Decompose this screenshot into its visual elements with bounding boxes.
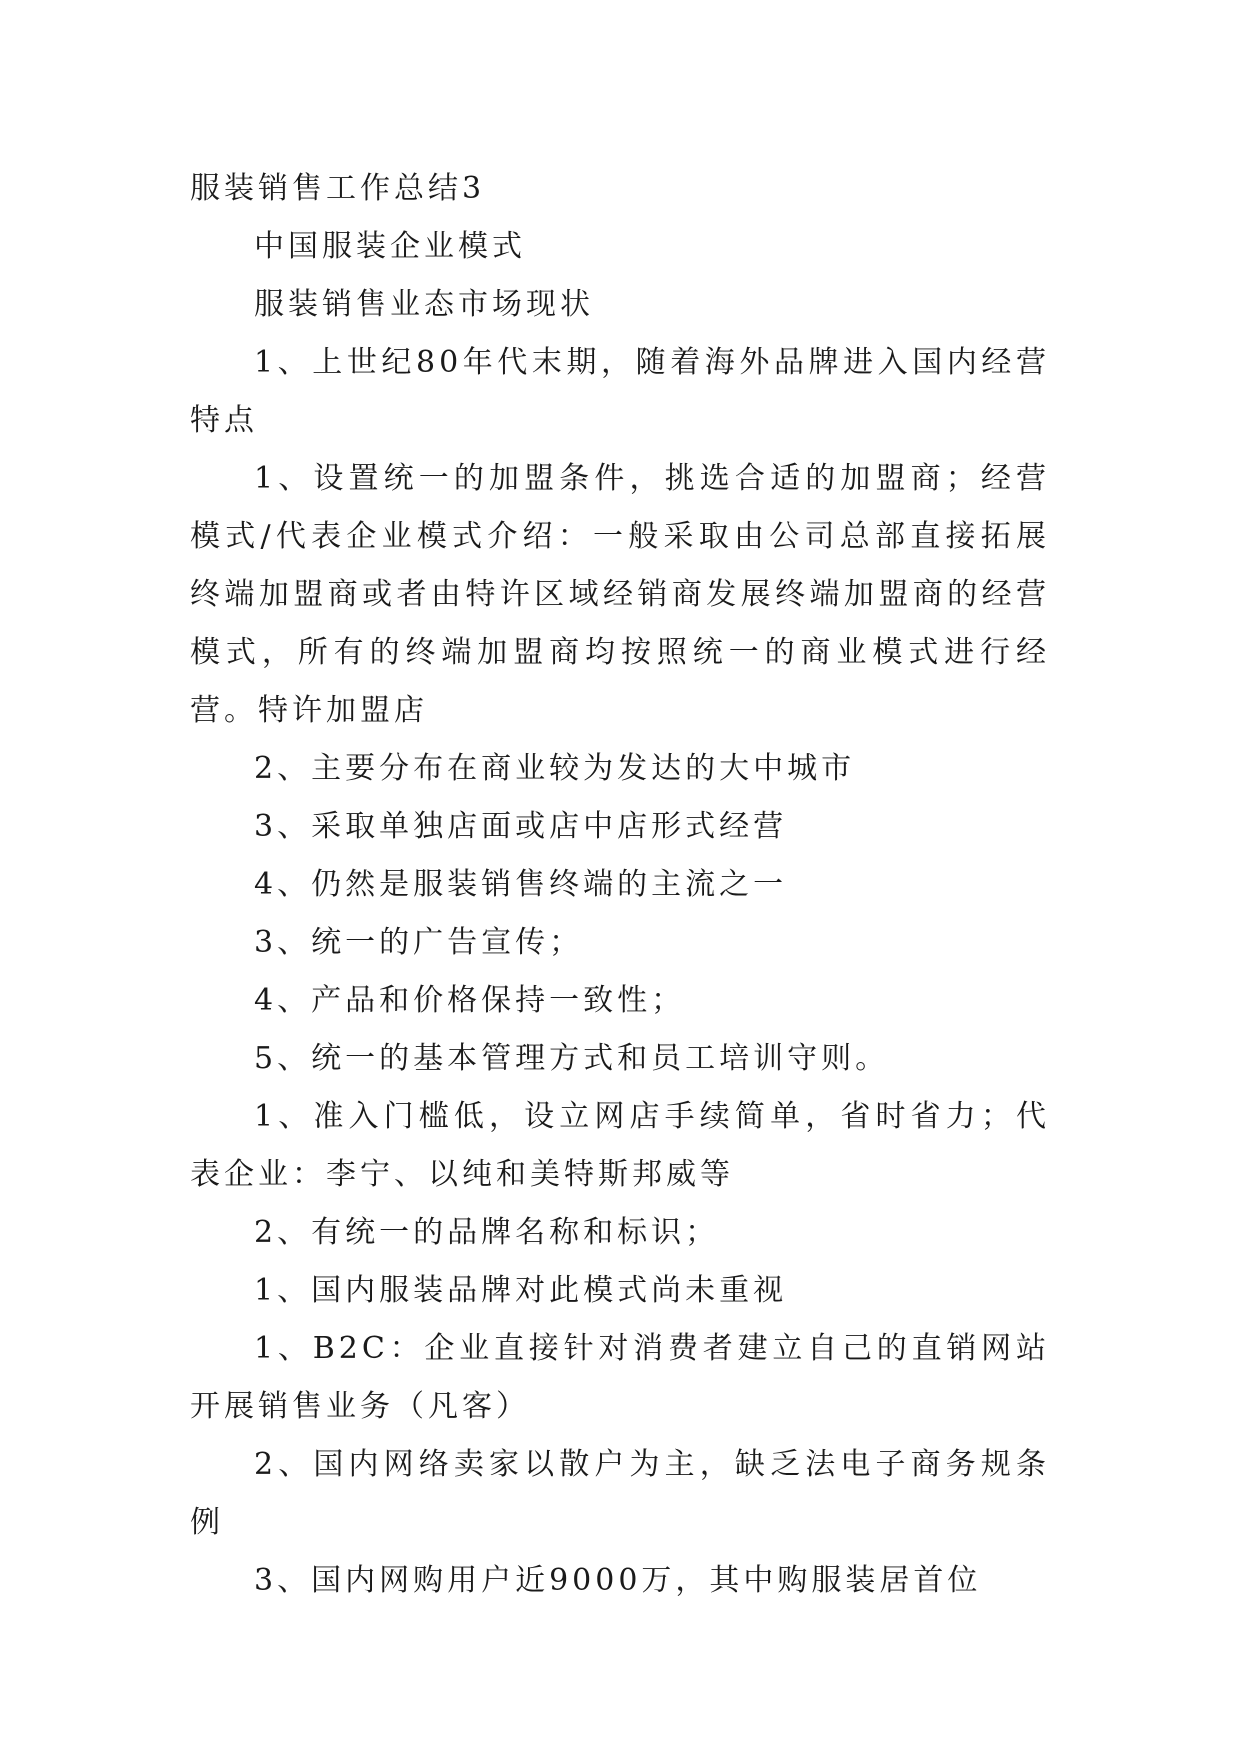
paragraph: 3、统一的广告宣传； bbox=[254, 925, 584, 960]
paragraph: 1、准入门槛低，设立网店手续简单，省时省力；代表企业：李宁、以纯和美特斯邦威等 bbox=[190, 1099, 1050, 1192]
paragraph: 3、国内网购用户近9000万，其中购服装居首位 bbox=[254, 1563, 982, 1598]
paragraph: 2、有统一的品牌名称和标识； bbox=[254, 1215, 720, 1250]
paragraph: 服装销售业态市场现状 bbox=[254, 287, 594, 322]
paragraph: 中国服装企业模式 bbox=[254, 229, 526, 264]
paragraph: 2、主要分布在商业较为发达的大中城市 bbox=[254, 751, 856, 786]
paragraph: 3、采取单独店面或店中店形式经营 bbox=[254, 809, 788, 844]
paragraph: 1、设置统一的加盟条件，挑选合适的加盟商；经营模式/代表企业模式介绍：一般采取由公司总部直接拓展终端加盟商或者由特许区域经销商发展终端加盟商的经营模式，所有的终端加盟商均按照统一的商业模式进行经营。特许加盟店 bbox=[190, 461, 1050, 728]
paragraph: 5、统一的基本管理方式和员工培训守则。 bbox=[254, 1041, 890, 1076]
document-page bbox=[190, 160, 1050, 1610]
paragraph: 4、仍然是服装销售终端的主流之一 bbox=[254, 867, 788, 902]
paragraph: 4、产品和价格保持一致性； bbox=[254, 983, 686, 1018]
paragraph: 1、B2C：企业直接针对消费者建立自己的直销网站开展销售业务（凡客） bbox=[190, 1331, 1050, 1424]
paragraph: 1、上世纪80年代末期，随着海外品牌进入国内经营特点 bbox=[190, 345, 1050, 438]
document-title: 服装销售工作总结3 bbox=[190, 171, 486, 206]
paragraph: 1、国内服装品牌对此模式尚未重视 bbox=[254, 1273, 788, 1308]
paragraph: 2、国内网络卖家以散户为主，缺乏法电子商务规条例 bbox=[190, 1447, 1050, 1540]
